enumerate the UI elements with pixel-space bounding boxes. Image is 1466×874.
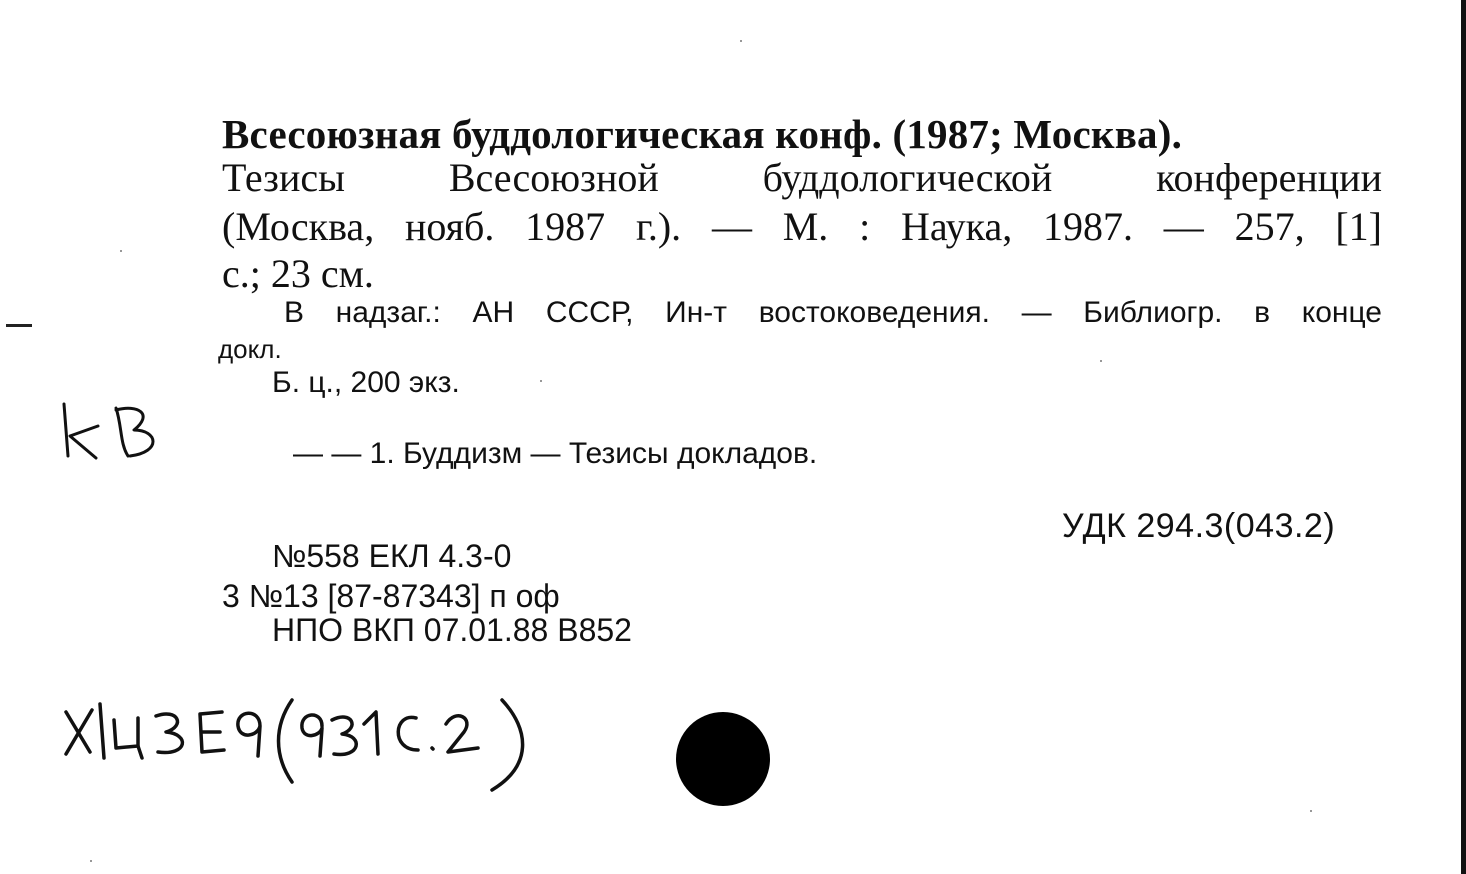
tech-line-1: №558 ЕКЛ 4.3-0 <box>272 538 512 574</box>
note-line-2: докл. <box>218 334 282 364</box>
paper-speck <box>540 380 542 382</box>
handwritten-shelfmark <box>60 690 560 800</box>
card-heading: Всесоюзная буддологическая конф. (1987; Москва). <box>222 111 1183 157</box>
card-edge <box>1461 0 1466 874</box>
punch-hole-icon <box>676 712 770 806</box>
udk-code: УДК 294.3(043.2) <box>1062 507 1336 545</box>
paper-speck <box>1100 360 1102 362</box>
note-line-1: В надзаг.: АН СССР, Ин-т востоковедения. — Библиогр. в конце <box>284 296 1382 329</box>
title-line-1: Тезисы Всесоюзной буддологической конференции <box>222 155 1382 200</box>
paper-speck <box>90 860 92 862</box>
tech-line-3: НПО ВКП 07.01.88 В852 <box>272 612 632 648</box>
title-line-3: с.; 23 см. <box>222 251 374 296</box>
paper-speck <box>740 40 742 42</box>
paper-speck <box>1310 810 1312 812</box>
handwritten-mark-kv <box>58 396 168 466</box>
title-line-2: (Москва, нояб. 1987 г.). — М. : Наука, 1987. — 257, [1] <box>222 204 1382 249</box>
note-line-3: Б. ц., 200 экз. <box>272 366 460 399</box>
subject-heading: — — 1. Буддизм — Тезисы докладов. <box>293 437 818 470</box>
paper-speck <box>120 250 122 252</box>
margin-mark <box>6 324 32 327</box>
tech-line-2: 3 №13 [87-87343] п оф <box>222 578 560 614</box>
